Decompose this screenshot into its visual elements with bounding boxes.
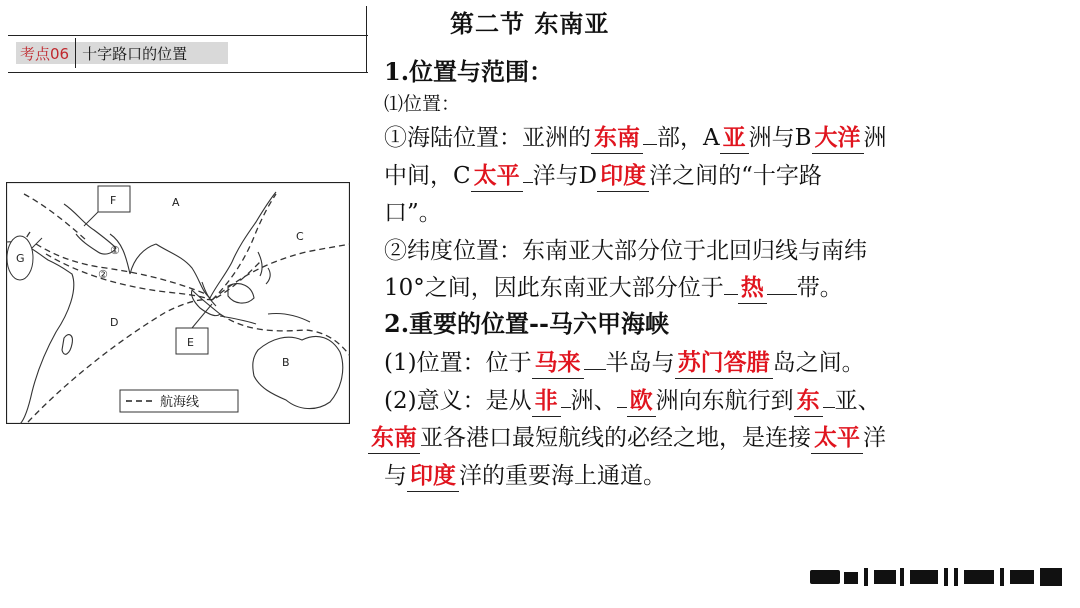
blank-underline — [767, 294, 797, 295]
line-malacca-meaning-2 — [368, 420, 1058, 456]
answer-blank: 非 — [532, 386, 561, 417]
text-segment: (1)位置：位于 — [384, 350, 532, 376]
text-segment: 半岛与 — [605, 350, 675, 376]
answer-blank: 马来 — [532, 348, 584, 379]
header-rule-bottom — [8, 72, 368, 73]
header-rule-top — [8, 35, 368, 36]
text-segment: 洋之间的“十字路 — [649, 163, 822, 189]
map-label-c: C — [296, 230, 304, 243]
answer-blank: 苏门答腊 — [675, 348, 773, 379]
line-land-sea-2 — [384, 158, 1074, 194]
line-malacca-position — [384, 345, 1074, 381]
map-label-g: G — [16, 252, 25, 265]
map-label-f: F — [110, 194, 117, 207]
text-segment: 洋与D — [532, 163, 598, 189]
line-latitude-1: ②纬度位置：东南亚大部分位于北回归线与南纬 — [384, 238, 867, 264]
route-label-1: ① — [110, 244, 120, 257]
answer-blank: 东 — [794, 386, 823, 417]
text-segment: 带。 — [796, 275, 843, 301]
answer-blank: 大洋 — [812, 123, 864, 154]
answer-blank: 亚 — [720, 123, 749, 154]
text-segment: 洋的重要海上通道。 — [459, 463, 666, 489]
blank-underline — [724, 294, 738, 295]
answer-blank: 东南 — [591, 123, 643, 154]
line-land-sea-3: 口”。 — [384, 200, 442, 226]
line-malacca-meaning-1 — [384, 383, 1074, 419]
signature-mark — [808, 562, 1066, 590]
text-segment: 洲 — [863, 125, 887, 151]
shipping-route-map — [6, 182, 350, 424]
heading-location-range: 1.位置与范围： — [384, 57, 554, 86]
route-label-2: ② — [98, 268, 108, 281]
text-segment: ①海陆位置：亚洲的 — [384, 125, 591, 151]
answer-blank: 太平 — [811, 423, 863, 454]
blank-underline — [823, 407, 835, 408]
blank-underline — [561, 407, 571, 408]
header-rule-vertical — [366, 6, 367, 72]
answer-blank: 热 — [738, 273, 767, 304]
map-label-a: A — [172, 196, 180, 209]
text-segment: 亚各港口最短航线的必经之地，是连接 — [420, 425, 811, 451]
line-malacca-meaning-3 — [384, 458, 1074, 494]
line-land-sea-1 — [384, 120, 1074, 156]
topic-tag — [16, 42, 228, 64]
map-label-b: B — [282, 356, 290, 369]
answer-blank: 印度 — [597, 161, 649, 192]
blank-underline — [584, 369, 606, 370]
topic-tag-number: 考点06 — [20, 44, 70, 63]
line-latitude-2 — [384, 270, 1074, 306]
subheading-location: ⑴位置： — [384, 93, 461, 115]
topic-tag-title: 十字路口的位置 — [82, 44, 188, 63]
map-label-d: D — [110, 316, 119, 329]
text-segment: 洲与B — [748, 125, 812, 151]
text-segment: 洲向东航行到 — [655, 388, 794, 414]
map-label-e: E — [187, 336, 194, 349]
text-segment: 部，A — [657, 125, 720, 151]
text-segment: 亚、 — [834, 388, 881, 414]
legend-label: 航海线 — [160, 395, 200, 410]
text-segment: 中间，C — [384, 163, 471, 189]
answer-blank: 欧 — [627, 386, 656, 417]
blank-underline — [617, 407, 627, 408]
blank-underline — [523, 182, 533, 183]
answer-blank: 太平 — [471, 161, 523, 192]
text-segment: 洋 — [863, 425, 886, 451]
section-title: 第二节 东南亚 — [450, 9, 610, 38]
text-segment: (2)意义：是从 — [384, 388, 532, 414]
answer-blank: 东南 — [368, 423, 420, 454]
text-segment: 洲、 — [570, 388, 617, 414]
heading-malacca: 2.重要的位置--马六甲海峡 — [384, 309, 669, 338]
blank-underline — [643, 144, 657, 145]
text-segment: 与 — [384, 463, 407, 489]
text-segment: 岛之间。 — [772, 350, 865, 376]
answer-blank: 印度 — [407, 461, 459, 492]
text-segment: 10°之间，因此东南亚大部分位于 — [384, 275, 724, 301]
